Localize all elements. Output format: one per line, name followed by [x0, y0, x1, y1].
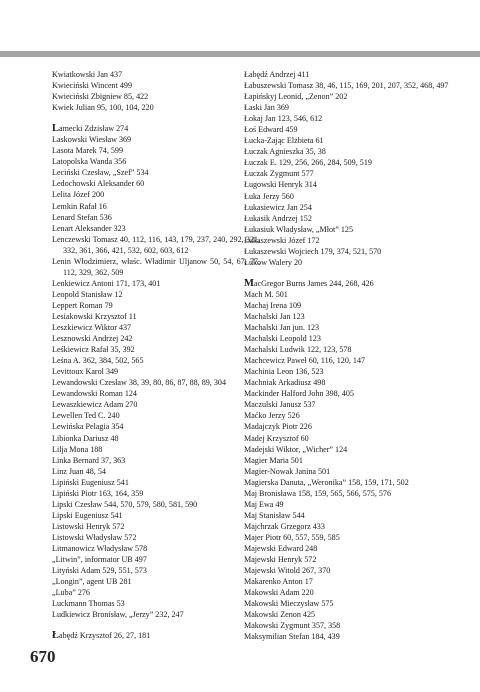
index-entry: Łukasik Andrzej 152 — [244, 213, 312, 223]
index-entry: Laskowski Wiesław 369 — [52, 135, 132, 145]
index-entry: Machalski Jan 123 — [244, 311, 305, 321]
index-entry: Lipiński Piotr 163, 164, 359 — [52, 488, 144, 498]
index-entry: Ługowski Henryk 314 — [244, 180, 317, 190]
index-entry: Makarenko Anton 17 — [244, 577, 313, 587]
index-entry: Majchrzak Grzegorz 433 — [244, 521, 325, 531]
index-entry: Maćko Jerzy 526 — [244, 411, 300, 421]
index-entry: Lityński Adam 529, 551, 573 — [52, 566, 147, 576]
index-entry: Lenart Aleksander 323 — [52, 223, 126, 233]
index-entry: Łuczak Agnieszka 35, 38 — [244, 147, 326, 157]
index-entry: Maczulski Janusz 537 — [244, 400, 316, 410]
index-entry: Machniak Arkadiusz 498 — [244, 378, 326, 388]
index-entry: Lewińska Pelagia 354 — [52, 422, 124, 432]
index-entry: Kwiatkowski Jan 437 — [52, 70, 123, 79]
index-entry: Lewandowski Czesław 38, 39, 80, 86, 87, 88, 89, 304 — [52, 378, 226, 388]
index-entry: Madej Krzysztof 60 — [244, 433, 309, 443]
index-entry: Kwieciński Zbigniew 85, 422 — [52, 92, 149, 102]
index-entry: Machalski Leopold 123 — [244, 334, 321, 344]
index-entry: Leszkiewicz Wiktor 437 — [52, 323, 132, 333]
index-entry: Maj Ewa 49 — [244, 499, 284, 509]
index-entry: Machcewicz Paweł 60, 116, 120, 147 — [244, 356, 366, 366]
index-entry: Makowski Adam 220 — [244, 588, 314, 598]
index-entry: Machalski Jan jun. 123 — [244, 323, 320, 333]
index-entry: Łabędź Krzysztof 26, 27, 181 — [52, 630, 151, 642]
index-entry: Lenkiewicz Antoni 171, 173, 401 — [52, 278, 161, 288]
index-entry: „Luba” 276 — [52, 588, 90, 598]
index-entry: Łuka Jerzy 560 — [244, 191, 294, 201]
index-entry: Magierska Danuta, „Weronika” 158, 159, 171, 502 — [244, 477, 409, 487]
index-entry: Levittoux Karol 349 — [52, 367, 119, 377]
index-entry: Linka Bernard 37, 363 — [52, 455, 126, 465]
index-entry: Listowski Władysław 572 — [52, 532, 137, 542]
index-entry: Łabędź Andrzej 411 — [244, 70, 310, 79]
index-entry: Łuczak Zygmunt 577 — [244, 169, 314, 179]
index-entry: Magier-Nowak Janina 501 — [244, 466, 331, 476]
header-rule — [0, 51, 480, 57]
index-entry: Lemkin Rafał 16 — [52, 201, 107, 211]
index-entry: Maj Bronisława 158, 159, 565, 566, 575, 576 — [244, 488, 392, 498]
index-entry: Luckmann Thomas 53 — [52, 599, 125, 609]
index-entry: Latopolska Wanda 356 — [52, 157, 127, 167]
index-entry: Lamecki Zdzisław 274 — [52, 123, 129, 135]
index-entry: Łapińskyj Leonid, „Zenon” 202 — [244, 92, 348, 102]
index-entry: Lipiński Eugeniusz 541 — [52, 477, 129, 487]
index-column-left — [52, 69, 260, 641]
index-entry: Lesiakowski Krzysztof 11 — [52, 311, 137, 321]
index-entry: Kwieciński Wincent 499 — [52, 81, 132, 91]
index-entry: Mach M. 501 — [244, 289, 288, 299]
section-gap — [52, 113, 260, 123]
index-entry: Machalski Ludwik 122, 123, 578 — [244, 345, 352, 355]
index-entry: Machaj Irena 109 — [244, 300, 302, 310]
index-entry: Leopold Stanisław 12 — [52, 289, 123, 299]
index-entry: Łaski Jan 369 — [244, 103, 289, 113]
index-entry: Makowski Zenon 425 — [244, 610, 316, 620]
index-entry: Łokaj Jan 123, 546, 612 — [244, 114, 323, 124]
page-number: 670 — [30, 647, 56, 666]
index-entry: Madajczyk Piotr 226 — [244, 422, 312, 432]
section-gap — [244, 268, 452, 278]
index-entry: Maksymilian Stefan 184, 439 — [244, 632, 340, 642]
index-entry: Ledochowski Aleksander 60 — [52, 179, 145, 189]
index-column-right — [244, 69, 452, 642]
index-entry: Lewellen Ted C. 240 — [52, 411, 120, 421]
index-entry: Majewski Edward 248 — [244, 543, 318, 553]
section-initial: L — [52, 123, 60, 135]
index-entry: Lenard Stefan 536 — [52, 212, 112, 222]
index-entry: Łukasiuk Władysław, „Młot” 125 — [244, 224, 354, 234]
index-entry: Leppert Roman 79 — [52, 300, 113, 310]
section-gap — [52, 620, 260, 630]
index-entry: Lewaszkiewicz Adam 270 — [52, 400, 138, 410]
index-entry: Makowski Zygmunt 357, 358 — [244, 621, 341, 631]
index-entry: Łucka-Zając Elżbieta 61 — [244, 136, 324, 146]
section-initial: M — [244, 277, 254, 289]
index-entry: Łabuszewski Tomasz 38, 46, 115, 169, 201, 207, 352, 468, 497 — [244, 81, 449, 91]
index-entry: Leśkiewicz Rafał 35, 392 — [52, 345, 135, 355]
index-entry: Łukaszewski Wojciech 179, 374, 521, 570 — [244, 246, 382, 256]
index-entry: Łukow Walery 20 — [244, 257, 303, 267]
index-entry: Magier Maria 501 — [244, 455, 303, 465]
index-entry: Listowski Henryk 572 — [52, 521, 125, 531]
index-entry: Libionka Dariusz 48 — [52, 433, 119, 443]
index-entry: Lipski Czesław 544, 570, 579, 580, 581, 590 — [52, 499, 198, 509]
index-entry: Łoś Edward 459 — [244, 125, 298, 135]
index-entry: Majer Piotr 60, 557, 559, 585 — [244, 532, 340, 542]
index-entry: MacGregor Burns James 244, 268, 426 — [244, 277, 374, 289]
index-entry: Madejski Wiktor, „Wicher” 124 — [244, 444, 348, 454]
index-entry: Lenin Włodzimierz, właśc. Władimir Uljanow 50, 54, 67, 77, 112, 329, 362, 509 — [52, 256, 260, 277]
index-entry: Łukasiewicz Jan 254 — [244, 202, 312, 212]
index-entry: Leciński Czesław, „Szef” 534 — [52, 168, 149, 178]
index-entry: Lelita Józef 200 — [52, 190, 105, 200]
section-initial: Ł — [52, 630, 60, 642]
index-entry: Linz Juan 48, 54 — [52, 466, 106, 476]
index-entry: Lasota Marek 74, 599 — [52, 146, 124, 156]
index-entry: Majewski Witold 267, 370 — [244, 566, 331, 576]
index-entry: Mackinder Halford John 398, 405 — [244, 389, 354, 399]
index-entry: Majewski Henryk 572 — [244, 555, 317, 565]
index-entry: Ludkiewicz Bronisław, „Jerzy” 232, 247 — [52, 610, 184, 620]
index-entry: Lewandowski Roman 124 — [52, 389, 137, 399]
index-entry: Lipski Eugeniusz 541 — [52, 510, 123, 520]
index-entry: Lesznowski Andrzej 242 — [52, 334, 133, 344]
index-entry: Lenczewski Tomasz 40, 112, 116, 143, 179, 237, 240, 292, 321, 332, 361, 366, 421, 532, 602, 603, 612 — [52, 234, 260, 255]
index-entry: Makowski Mieczysław 575 — [244, 599, 334, 609]
index-entry: Łuczak E. 129, 256, 266, 284, 509, 519 — [244, 158, 372, 168]
index-entry: Litmanowicz Władysław 578 — [52, 543, 148, 553]
index-entry: Lilja Mona 188 — [52, 444, 103, 454]
index-entry: „Longin”, agent UB 281 — [52, 577, 132, 587]
index-entry: Maj Stanisław 544 — [244, 510, 305, 520]
index-entry: Leśna A. 362, 384, 502, 565 — [52, 356, 144, 366]
index-entry: Kwiek Julian 95, 100, 104, 220 — [52, 103, 154, 113]
index-entry: „Litwin”, informator UB 497 — [52, 555, 147, 565]
index-entry: Machinia Leon 136, 523 — [244, 367, 324, 377]
index-entry: Łukaszewski Józef 172 — [244, 235, 320, 245]
